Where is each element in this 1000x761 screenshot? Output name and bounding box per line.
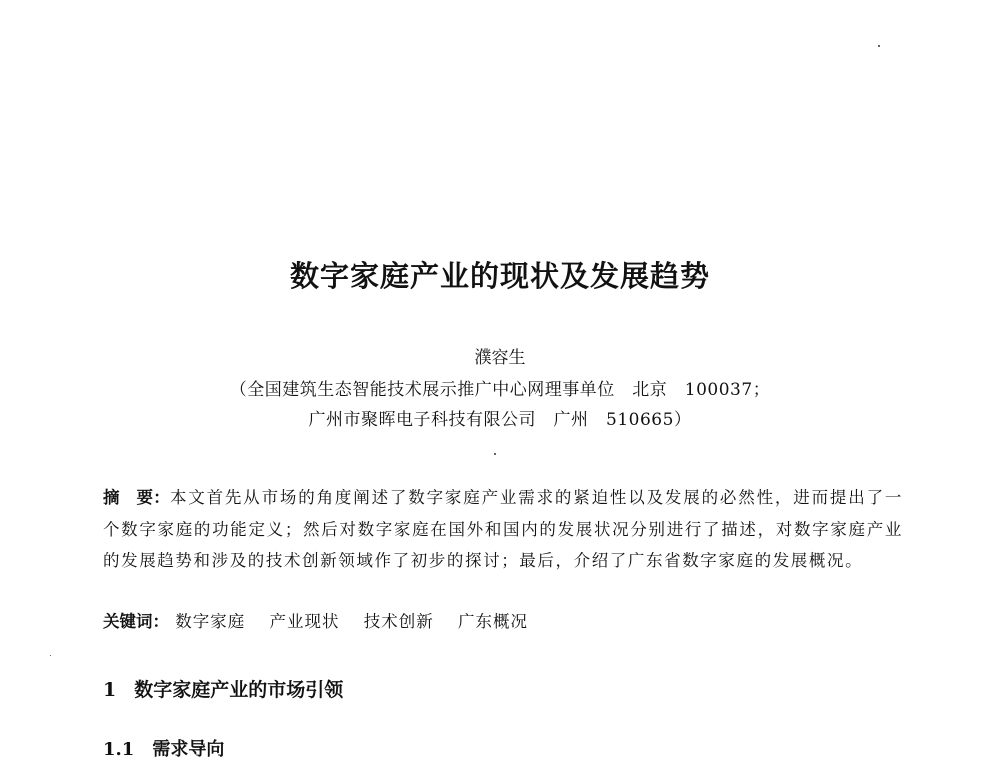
section-title: 数字家庭产业的市场引领 — [134, 679, 344, 701]
author-name: 濮容生 — [474, 348, 526, 368]
section-heading-1-1 — [103, 735, 224, 761]
section-heading-1 — [103, 675, 343, 702]
keyword: 广东概况 — [458, 612, 528, 631]
keywords-label: 关键词： — [103, 612, 169, 631]
section-number: 1.1 — [103, 739, 135, 760]
keyword: 技术创新 — [363, 612, 434, 631]
scan-speck — [878, 45, 880, 47]
scan-speck — [494, 453, 496, 455]
section-title: 需求导向 — [152, 739, 225, 760]
section-number: 1 — [103, 679, 117, 701]
keywords — [103, 608, 546, 632]
paper-title: 数字家庭产业的现状及发展趋势 — [289, 259, 710, 293]
keyword: 数字家庭 — [175, 612, 246, 631]
abstract-label: 摘 要： — [103, 488, 170, 507]
abstract-text: 本文首先从市场的角度阐述了数字家庭产业需求的紧迫性以及发展的必然性，进而提出了一个数字家庭的功能定义；然后对数字家庭在国外和国内的发展状况分别进行了描述，对数字家庭产业的发展趋势和涉及的技术创新领域作了初步的探讨；最后，介绍了广东省数字家庭的发展概况。 — [103, 488, 904, 570]
abstract — [103, 482, 903, 577]
affiliation-line-1: （全国建筑生态智能技术展示推广中心网理事单位 北京 100037； — [229, 380, 771, 400]
affiliation-line-2: 广州市聚晖电子科技有限公司 广州 510665） — [308, 410, 692, 430]
scan-speck — [50, 655, 51, 656]
keyword: 产业现状 — [269, 612, 340, 631]
